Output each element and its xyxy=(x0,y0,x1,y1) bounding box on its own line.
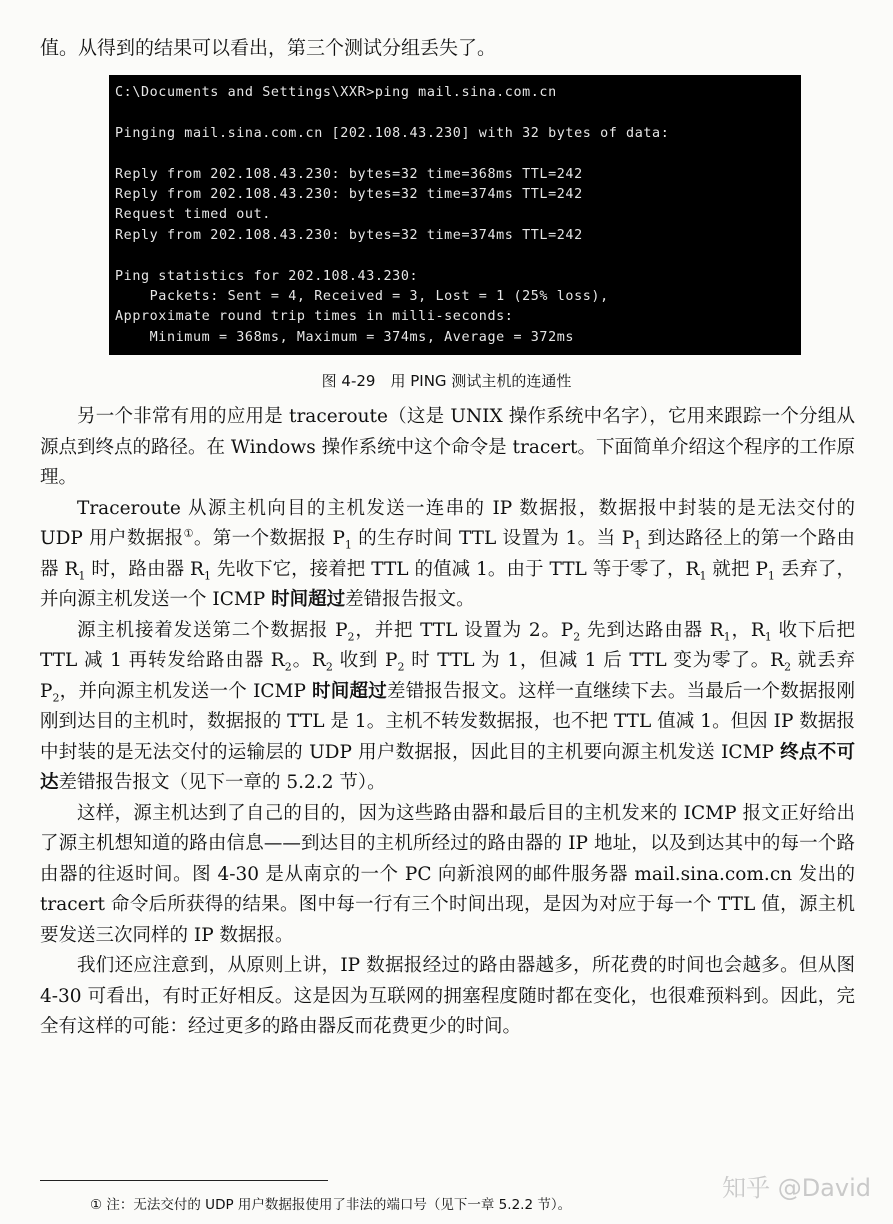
subscript: 1 xyxy=(699,569,707,583)
subscript: 2 xyxy=(284,660,292,674)
terminal-line xyxy=(115,246,795,266)
terminal-line xyxy=(115,144,795,164)
subscript: 2 xyxy=(325,660,333,674)
text-run: 时 TTL 为 1，但减 1 后 TTL 变为零了。R xyxy=(404,650,785,671)
text-run: 。R xyxy=(291,650,326,671)
text-run: 就把 P xyxy=(706,558,768,580)
subscript: 1 xyxy=(764,630,772,644)
text-run: 收到 P xyxy=(332,650,398,671)
terminal-line: C:\Documents and Settings\XXR>ping mail.sina.com.cn xyxy=(115,85,557,100)
subscript: 2 xyxy=(784,660,792,674)
text-run: 源主机接着发送第二个数据报 P xyxy=(77,619,348,641)
terminal-line xyxy=(115,103,795,123)
text-run: Traceroute 从源主机向目的主机发送一连串的 IP 数据报，数据报中封装的是无法交付的 UDP 用户数据报 xyxy=(40,497,855,549)
text-run: 丢弃了，并向源主机发送一个 ICMP xyxy=(40,558,855,610)
text-run: ，并把 TTL 设置为 2。P xyxy=(354,619,574,641)
subscript: 1 xyxy=(767,569,775,583)
paragraph xyxy=(40,402,855,494)
paragraph xyxy=(40,494,855,616)
paragraph xyxy=(40,616,855,799)
text-run: 收下后把 TTL 减 1 再转发给路由器 R xyxy=(40,619,855,671)
text-run: ，R xyxy=(730,619,765,641)
text-run: 时，路由器 R xyxy=(85,558,204,580)
terminal-line: Approximate round trip times in milli-seconds: xyxy=(115,309,514,325)
figure-caption: 图 4-29 用 PING 测试主机的连通性 xyxy=(321,372,572,390)
text-run: 先收下它，接着把 TTL 的值减 1。由于 TTL 等于零了，R xyxy=(210,558,700,580)
subscript: 1 xyxy=(78,569,86,583)
subscript: 2 xyxy=(573,630,581,644)
terminal-line: Reply from 202.108.43.230: bytes=32 time=374ms TTL=242 xyxy=(115,227,583,243)
subscript: 2 xyxy=(397,660,405,674)
text-run: 这样，源主机达到了自己的目的，因为这些路由器和最后目的主机发来的 ICMP 报文正好给出了源主机想知道的路由信息——到达目的主机所经过的路由器的 IP 地址，以及到达其中的每一个路由器的往返时间。图 4-30 是从南京的一个 PC 向新浪网的邮件服务器 mail.sina.com.cn 发出的 tracert 命令后所获得的结果。图中每一行有三个时间出现，是因为对应于每一个 TTL 值，源主机要发送三次同样的 IP 数据报。 xyxy=(40,802,855,946)
terminal-line: Reply from 202.108.43.230: bytes=32 time=368ms TTL=242 xyxy=(115,166,583,182)
bold-term: 时间超过 xyxy=(271,589,346,610)
subscript: 1 xyxy=(634,538,642,552)
intro-line: 值。从得到的结果可以看出，第三个测试分组丢失了。 xyxy=(40,37,497,59)
terminal-line: Packets: Sent = 4, Received = 3, Lost = 1 (25% loss), xyxy=(115,288,609,304)
terminal-line: Minimum = 368ms, Maximum = 374ms, Average = 372ms xyxy=(115,329,575,345)
subscript: 2 xyxy=(347,630,355,644)
text-run: 的生存时间 TTL 设置为 1。当 P xyxy=(351,528,635,549)
text-run: 先到达路由器 R xyxy=(580,619,724,641)
footnote-marker: ① xyxy=(183,526,194,540)
paragraph xyxy=(40,951,855,1043)
text-run: 差错报告报文。这样一直继续下去。当最后一个数据报刚刚到达目的主机时，数据报的 TTL 是 1。主机不转发数据报，也不把 TTL 值减 1。但因 IP 数据报中封装的是无法交付的运输层的 UDP 用户数据报，因此目的主机要向源主机发送 ICMP xyxy=(40,680,855,763)
text-run: 我们还应注意到，从原则上讲，IP 数据报经过的路由器越多，所花费的时间也会越多。但从图 4-30 可看出，有时正好相反。这是因为互联网的拥塞程度随时都在变化，也很难预料到。因此，完全有这样的可能：经过更多的路由器反而花费更少的时间。 xyxy=(40,955,855,1037)
terminal-line: Ping statistics for 202.108.43.230: xyxy=(115,268,419,284)
body-text xyxy=(40,402,855,1043)
paragraph xyxy=(40,799,855,952)
subscript: 1 xyxy=(344,538,352,552)
subscript: 2 xyxy=(52,691,60,705)
bold-term: 时间超过 xyxy=(312,680,387,702)
footnote: ① 注：无法交付的 UDP 用户数据报使用了非法的端口号（见下一章 5.2.2 节）。 xyxy=(90,1197,572,1213)
terminal-line: Pinging mail.sina.com.cn [202.108.43.230] with 32 bytes of data: xyxy=(115,125,670,141)
text-run: 差错报告报文。 xyxy=(345,589,475,610)
terminal-line: Request timed out. xyxy=(115,207,271,223)
watermark: 知乎 @David xyxy=(722,1174,871,1202)
subscript: 1 xyxy=(203,569,211,583)
text-run: ，并向源主机发送一个 ICMP xyxy=(59,680,313,702)
terminal-line: Reply from 202.108.43.230: bytes=32 time=374ms TTL=242 xyxy=(115,186,583,202)
bold-term: 终点不可达 xyxy=(40,741,855,793)
text-run: 另一个非常有用的应用是 traceroute（这是 UNIX 操作系统中名字），它用来跟踪一个分组从源点到终点的路径。在 Windows 操作系统中这个命令是 tracert。下面简单介绍这个程序的工作原理。 xyxy=(40,406,855,488)
text-run: 就丢弃 P xyxy=(40,650,856,702)
text-run: 。第一个数据报 P xyxy=(193,528,345,549)
ping-terminal-screenshot xyxy=(109,75,801,355)
text-run: 到达路径上的第一个路由器 R xyxy=(40,528,855,580)
footnote-divider xyxy=(40,1180,328,1181)
subscript: 1 xyxy=(723,630,731,644)
text-run: 差错报告报文（见下一章的 5.2.2 节）。 xyxy=(58,772,386,793)
